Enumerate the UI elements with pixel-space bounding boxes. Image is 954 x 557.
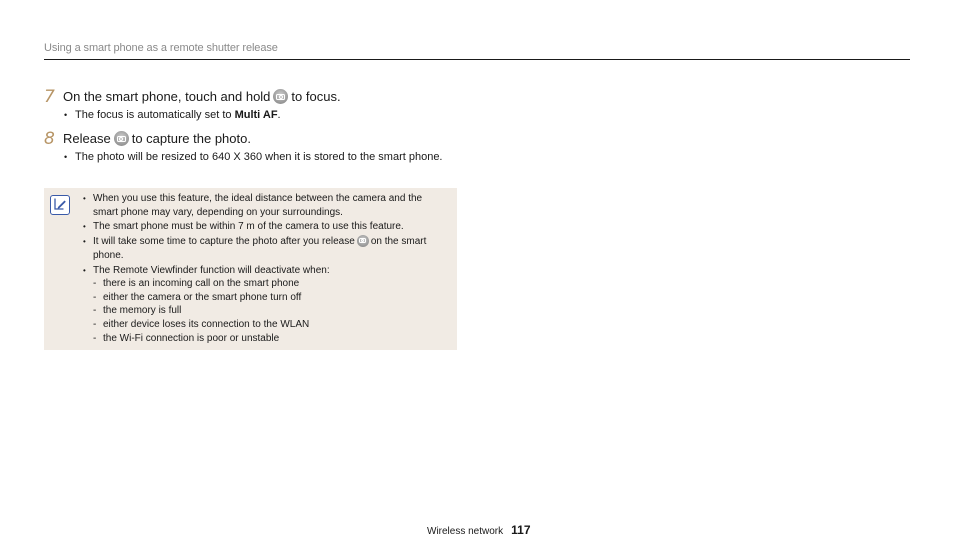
camera-shutter-icon [114,131,129,146]
step-8-heading [44,130,444,148]
focus-mode-value: Multi AF [234,109,278,121]
note-item-text: It will take some time to capture the photo after you release [93,236,355,248]
step-text-part: to capture the photo. [131,131,251,146]
note-box [44,188,457,350]
header-divider [44,59,910,60]
note-list [93,192,443,345]
step-instruction [63,88,341,106]
note-pencil-icon [50,195,70,215]
step-text-part: to focus. [291,89,341,104]
step-8 [44,130,444,165]
note-item [93,264,443,346]
step-7 [44,88,444,123]
page-footer [427,523,531,537]
note-sub-list [93,277,443,345]
note-sub-item: - either device loses its connection to the WLAN [103,318,443,332]
step-note-text: The focus is automatically set to [75,109,235,121]
note-item [93,235,443,262]
note-sub-item: - the memory is full [103,304,443,318]
camera-shutter-icon [273,89,288,104]
step-note-text: . [277,109,281,121]
note-item-text: on the smart phone. [93,236,427,261]
step-note [75,108,444,123]
step-number: 7 [44,87,55,107]
step-text-part: On the smart phone, touch and hold [63,89,271,104]
note-item: • When you use this feature, the ideal distance between the camera and the smart phone may vary, depending on your surroundings. [93,192,443,219]
step-instruction [63,130,251,148]
step-number: 8 [44,129,55,149]
step-8-notes [44,150,444,165]
note-sub-item: - either the camera or the smart phone turn off [103,291,443,305]
note-sub-item: - there is an incoming call on the smart phone [103,277,443,291]
page-number: 117 [511,523,531,537]
note-sub-item: - the Wi-Fi connection is poor or unstable [103,332,443,346]
step-text-part: Release [63,131,111,146]
footer-section-name: Wireless network [427,526,504,537]
step-note: • The photo will be resized to 640 X 360 when it is stored to the smart phone. [75,150,444,165]
step-7-heading [44,88,444,106]
note-item: • The smart phone must be within 7 m of the camera to use this feature. [93,220,443,234]
camera-shutter-icon [357,235,369,247]
step-7-notes [44,108,444,123]
page-header-title: Using a smart phone as a remote shutter release [44,42,278,54]
note-item-text: The Remote Viewfinder function will deactivate when: [93,264,330,276]
